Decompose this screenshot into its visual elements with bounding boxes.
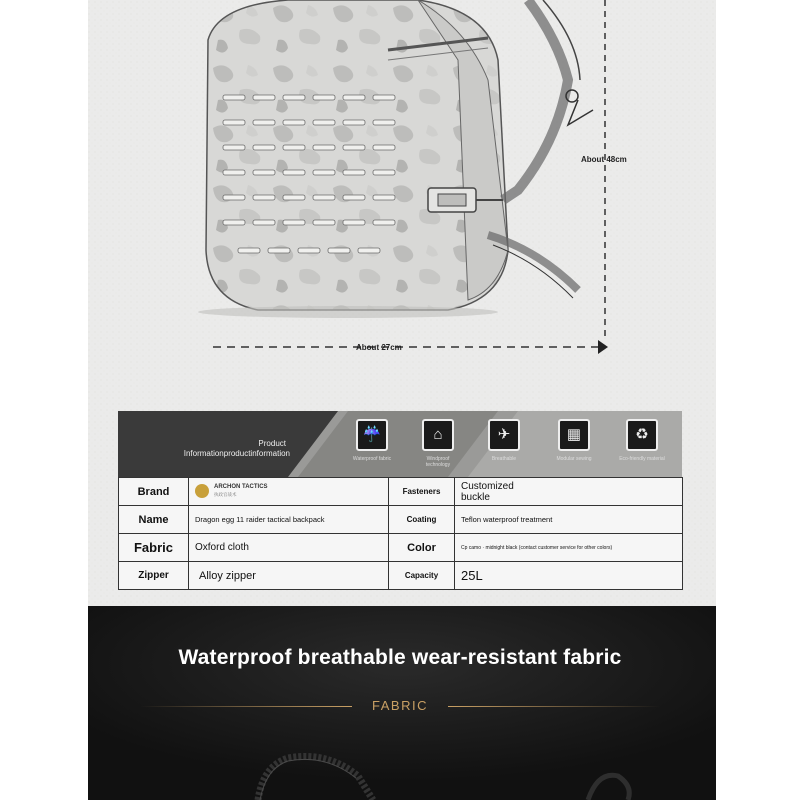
table-row [119,562,683,590]
fasteners-key: Fasteners [389,478,455,506]
feature-breathable [480,419,528,462]
fasteners-line1: Customized [461,480,514,492]
table-row [119,478,683,506]
windproof-icon: ⌂ [422,419,454,451]
waterproof-icon: ☔ [356,419,388,451]
feature-label: Waterproof fabric [352,456,392,462]
fabric-divider-right [448,706,660,707]
feature-label: Modular sewing [556,456,592,462]
fabric-label: FABRIC [372,698,428,713]
fabric-key: Fabric [119,534,189,562]
brand-value [189,478,389,506]
product-information-title [140,439,290,459]
feature-label: Windproof technology [425,456,451,468]
bird-icon: ✈ [488,419,520,451]
brand-sub: 执政官战术 [214,492,237,498]
fabric-value: Oxford cloth [189,534,389,562]
capacity-value: 25L [455,562,683,590]
fasteners-value [455,478,683,506]
feature-label: Eco-friendly material [619,456,665,462]
feature-waterproof [348,419,396,462]
spec-sheet [118,411,682,594]
feature-windproof [414,419,462,468]
fasteners-line2: buckle [461,491,490,503]
fabric-divider-left [140,706,352,707]
table-row [119,506,683,534]
header-title-line1: Product [258,439,286,448]
molle-icon: ▦ [558,419,590,451]
height-dimension-label: About 48cm [581,155,627,164]
coating-value: Teflon waterproof treatment [455,506,683,534]
table-row [119,534,683,562]
brand-name: ARCHON TACTICS [214,484,268,491]
spec-header [118,411,682,477]
color-key: Color [389,534,455,562]
capacity-key: Capacity [389,562,455,590]
brand-key: Brand [119,478,189,506]
feature-molle [550,419,598,462]
fabric-section-title: Waterproof breathable wear-resistant fabric [178,646,622,669]
name-key: Name [119,506,189,534]
recycle-icon: ♻ [626,419,658,451]
spec-table [118,477,683,590]
archon-logo-icon [195,484,209,498]
feature-eco [618,419,666,462]
header-title-line2: Informationproductinformation [183,449,290,458]
zipper-value: Alloy zipper [189,562,389,590]
coating-key: Coating [389,506,455,534]
name-value: Dragon egg 11 raider tactical backpack [189,506,389,534]
zipper-key: Zipper [119,562,189,590]
width-dimension-label: About 27cm [356,343,402,352]
color-value: Cp camo · midnight black (contact customer service for other colors) [455,534,683,562]
feature-label: Breathable [491,456,517,462]
